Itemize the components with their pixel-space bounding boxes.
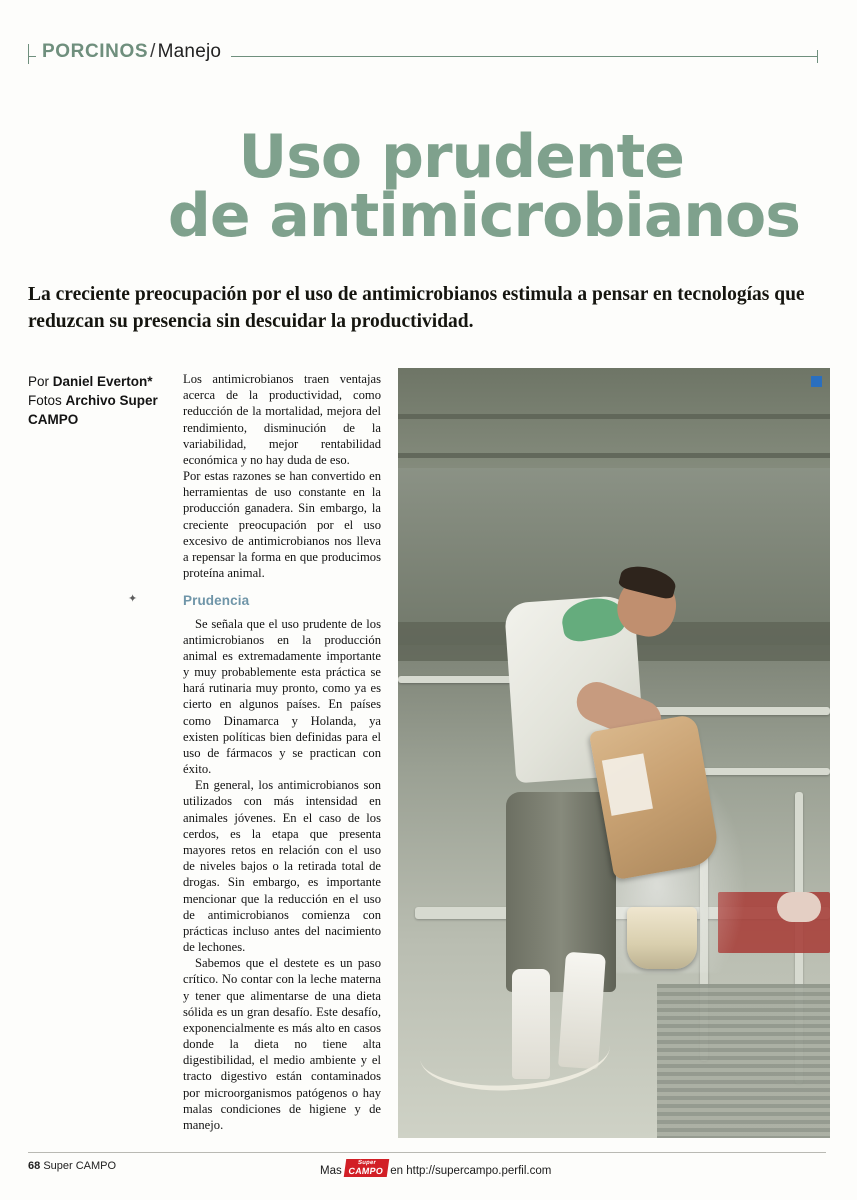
page-scan-mark: ✦ — [128, 593, 138, 605]
body-paragraph: Por estas razones se han convertido en herramientas de uso constante en la producción ganadera. Sin embargo, la creciente preocupación por el uso excesivo de antimicrobianos nos lleva a repensar la forma en que producimos proteína animal. — [183, 469, 381, 581]
kicker-text — [36, 41, 231, 63]
page-title — [28, 122, 818, 251]
page-folio — [28, 1160, 116, 1172]
byline-photos-label: Fotos — [28, 393, 66, 409]
footer-rule — [28, 1152, 826, 1153]
photo-feed-bag-label — [602, 754, 653, 816]
folio-number: 68 — [28, 1160, 41, 1172]
byline-photos-credit: Archivo Super CAMPO — [28, 393, 158, 428]
body-paragraph: Se señala que el uso prudente de los antimicrobianos en la producción animal es extremadamente importante y muy probablemente esta práctica se hará rutinaria muy pronto, como ya es cierto en algunos países. En países como Dinamarca y Holanda, ya existen políticas bien definidas para el uso de fármacos y se practican con éxito. — [183, 616, 381, 777]
headline-line-1: Uso prudente — [238, 122, 684, 193]
article-body-column — [183, 371, 381, 1133]
kicker-subcategory: Manejo — [157, 41, 222, 62]
photo-ceiling-beam — [398, 453, 830, 458]
footer-url[interactable]: http://supercampo.perfil.com — [406, 1165, 552, 1177]
supercampo-logo-text: CAMPO — [347, 1166, 384, 1176]
kicker-rule-right-cap — [817, 50, 818, 63]
body-subheading: Prudencia — [183, 593, 250, 609]
photo-illustration — [398, 368, 830, 1138]
article-photo — [398, 368, 830, 1138]
footer-more-info — [320, 1159, 551, 1177]
body-paragraph: Los antimicrobianos traen ventajas acerca de la productividad, como reducción de la mortalidad, mejora del rendimiento, disminución de la variabilidad, mejor rentabilidad económica y no hay duda de eso. — [183, 372, 381, 467]
byline-author-label: Por — [28, 374, 53, 389]
body-paragraph: Sabemos que el destete es un paso crítico. No contar con la leche materna y tener que alimentarse de una dieta sólida es un gran desafío. Este desafío, exponencialmente es más alto en casos donde la dieta no tiene alta digestibilidad, el medio ambiente y el tracto digestivo están contaminados por microorganismos patógenos o hay malas condiciones de higiene y de manejo. — [183, 956, 381, 1132]
supercampo-logo-top: Super — [357, 1160, 377, 1166]
photo-feed-bucket — [627, 907, 697, 969]
more-prefix: Mas — [320, 1165, 342, 1177]
article-deck: La creciente preocupación por el uso de antimicrobianos estimula a pensar en tecnologías que reduzcan su presencia sin descuidar la productividad. — [28, 284, 805, 332]
kicker-category: PORCINOS — [42, 41, 149, 62]
supercampo-logo — [343, 1159, 388, 1177]
photo-slatted-floor — [657, 984, 830, 1138]
byline-photos — [28, 391, 168, 429]
kicker-separator: / — [150, 41, 156, 62]
section-kicker — [28, 40, 818, 74]
photo-ceiling-beam — [398, 414, 830, 419]
headline-line-2: de antimicrobianos — [167, 180, 800, 251]
more-suffix: en — [390, 1165, 404, 1177]
body-paragraph: En general, los antimicrobianos son utilizados con más intensidad en animales jóvenes. En el caso de los cerdos, es la etapa que presenta mayores retos en relación con el uso de niveles bajos o la retirada total de drogas. Sin embargo, es importante mencionar que la reducción en el uso de antimicrobianos comienza con prácticas incluso antes del nacimiento de lechones. — [183, 778, 381, 955]
byline-author — [28, 372, 168, 391]
byline-author-name: Daniel Everton* — [52, 374, 153, 389]
photo-pig — [777, 892, 821, 922]
kicker-rule-left-cap — [28, 44, 29, 64]
folio-publication: Super CAMPO — [43, 1160, 117, 1172]
photo-pen-rail — [649, 707, 830, 715]
byline — [28, 372, 168, 429]
photo-corner-badge — [811, 376, 822, 387]
